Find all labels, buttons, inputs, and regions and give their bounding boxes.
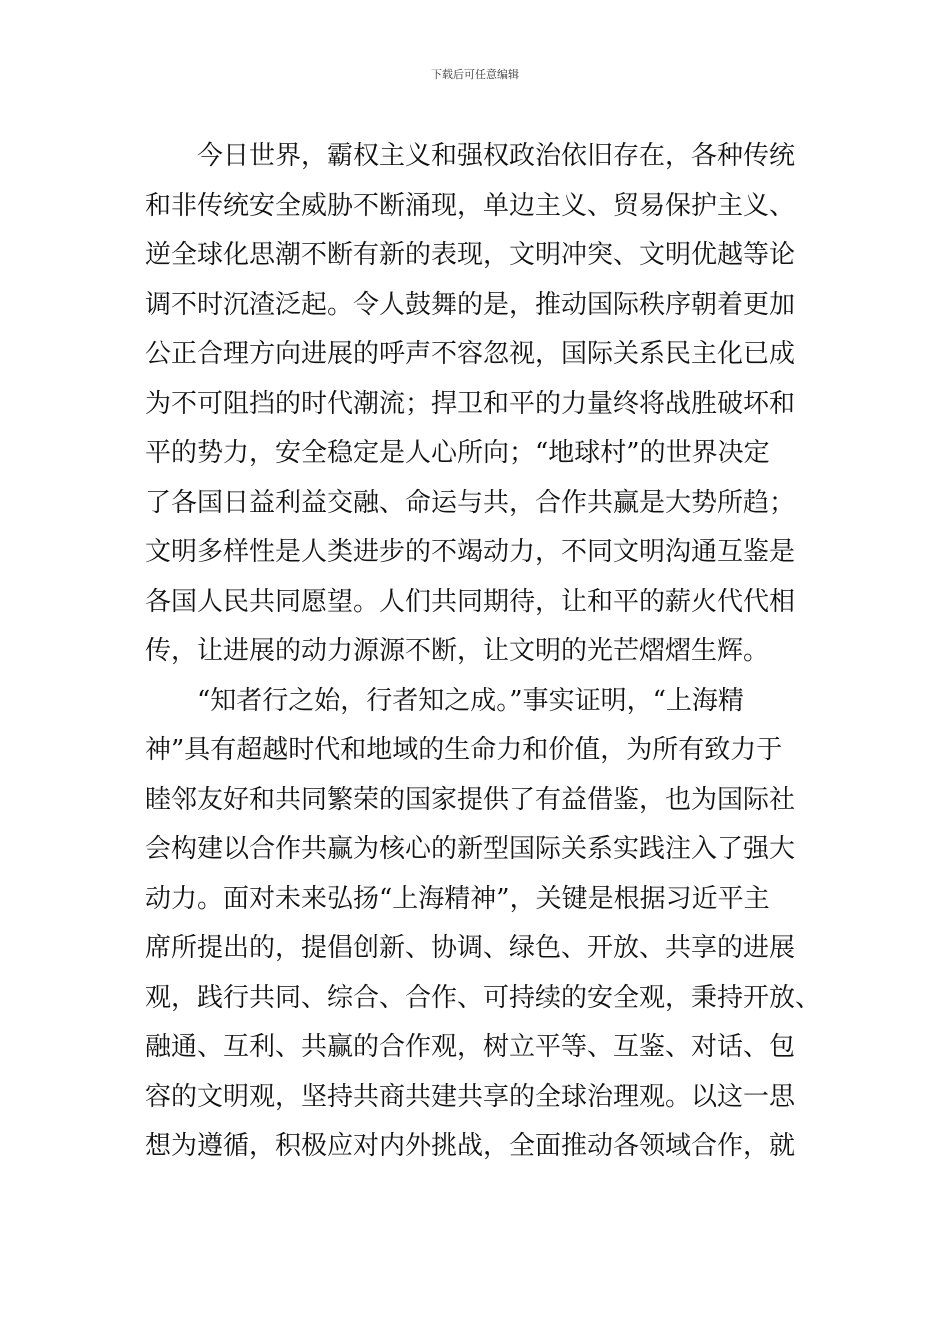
document-body bbox=[145, 132, 822, 1172]
text-line: “知者行之始，行者知之成。”事实证明，“上海精 bbox=[197, 685, 744, 716]
text-line: 传，让进展的动力源源不断，让文明的光芒熠熠生辉。 bbox=[145, 636, 770, 666]
text-line: 公正合理方向进展的呼声不容忽视，国际关系民主化已成 bbox=[145, 339, 796, 369]
text-line: 会构建以合作共赢为核心的新型国际关系实践注入了强大 bbox=[145, 834, 796, 864]
text-line: 为不可阻挡的时代潮流；捍卫和平的力量终将战胜破坏和 bbox=[145, 388, 796, 419]
text-line: 动力。面对未来弘扬“上海精神”，关键是根据习近平主 bbox=[145, 883, 770, 914]
text-line: 神”具有超越时代和地域的生命力和价值，为所有致力于 bbox=[145, 735, 783, 765]
text-line: 了各国日益利益交融、命运与共，合作共赢是大势所趋； bbox=[145, 487, 796, 518]
text-line: 调不时沉渣泛起。令人鼓舞的是，推动国际秩序朝着更加 bbox=[145, 289, 796, 320]
text-line: 文明多样性是人类进步的不竭动力，不同文明沟通互鉴是 bbox=[145, 537, 796, 567]
text-line: 容的文明观，坚持共商共建共享的全球治理观。以这一思 bbox=[145, 1081, 796, 1112]
text-line: 想为遵循，积极应对内外挑战，全面推动各领域合作，就 bbox=[145, 1131, 796, 1161]
text-line: 融通、互利、共赢的合作观，树立平等、互鉴、对话、包 bbox=[145, 1032, 796, 1062]
text-line: 今日世界，霸权主义和强权政治依旧存在，各种传统 bbox=[197, 141, 796, 171]
text-line: 观，践行共同、综合、合作、可持续的安全观，秉持开放、 bbox=[145, 982, 822, 1013]
text-line: 各国人民共同愿望。人们共同期待，让和平的薪火代代相 bbox=[145, 586, 796, 617]
text-line: 睦邻友好和共同繁荣的国家提供了有益借鉴，也为国际社 bbox=[145, 784, 796, 815]
text-line: 席所提出的，提倡创新、协调、绿色、开放、共享的进展 bbox=[145, 933, 796, 963]
text-line: 和非传统安全威胁不断涌现，单边主义、贸易保护主义、 bbox=[145, 190, 796, 221]
text-line: 平的势力，安全稳定是人心所向；“地球村”的世界决定 bbox=[145, 438, 770, 468]
page-header: 下载后可任意编辑 bbox=[431, 68, 519, 81]
text-line: 逆全球化思潮不断有新的表现，文明冲突、文明优越等论 bbox=[145, 240, 796, 270]
